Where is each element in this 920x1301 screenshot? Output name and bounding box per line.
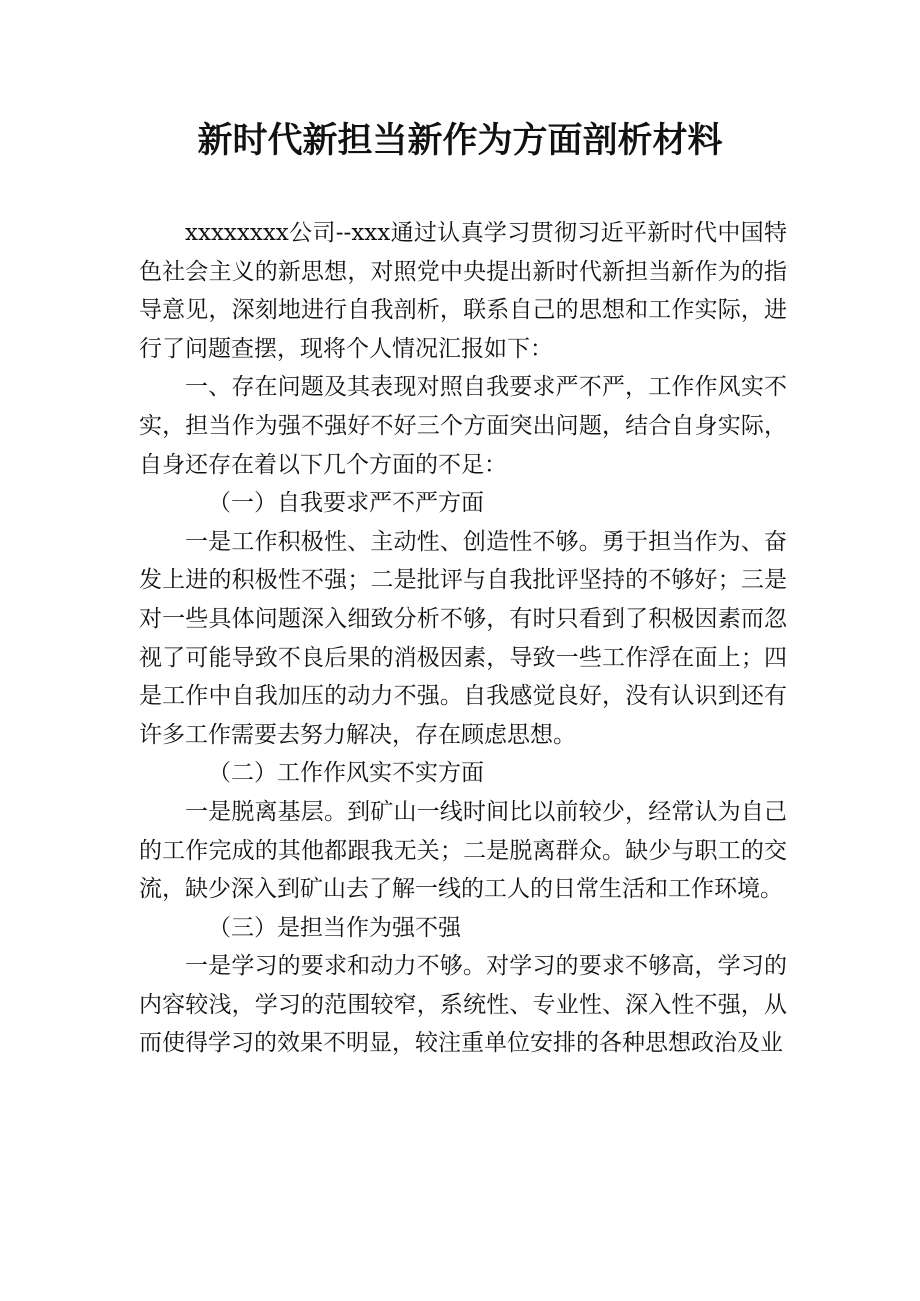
document-title: 新时代新担当新作为方面剖析材料 [197, 121, 723, 161]
paragraph-section-2: 一是脱离基层。到矿山一线时间比以前较少，经常认为自己的工作完成的其他都跟我无关；二是脱离群众。缺少与职工的交流，缺少深入到矿山去了解一线的工人的日常生活和工作环境。 [139, 798, 787, 903]
paragraph-section-1: 一是工作积极性、主动性、创造性不够。勇于担当作为、奋发上进的积极性不强；二是批评与自我批评坚持的不够好；三是对一些具体问题深入细致分析不够，有时只看到了积极因素而忽视了可能导致不良后果的消极因素，导致一些工作浮在面上；四是工作中自我加压的动力不强。自我感觉良好，没有认识到还有许多工作需要去努力解决，存在顾虑思想。 [139, 528, 787, 748]
paragraph-problems-overview: 一、存在问题及其表现对照自我要求严不严，工作作风实不实，担当作为强不强好不好三个方面突出问题，结合自身实际，自身还存在着以下几个方面的不足： [139, 374, 787, 478]
section-heading-2: （二）工作作风实不实方面 [208, 760, 484, 787]
paragraph-intro: xxxxxxxx公司--xxx通过认真学习贯彻习近平新时代中国特色社会主义的新思想，对照党中央提出新时代新担当新作为的指导意见，深刻地进行自我剖析，联系自己的思想和工作实际，进行了问题查摆，现将个人情况汇报如下： [139, 220, 787, 362]
paragraph-section-3: 一是学习的要求和动力不够。对学习的要求不够高，学习的内容较浅，学习的范围较窄，系统性、专业性、深入性不强，从而使得学习的效果不明显，较注重单位安排的各种思想政治及业 [139, 953, 787, 1057]
section-heading-1: （一）自我要求严不严方面 [208, 490, 484, 517]
document-body [139, 214, 787, 1063]
section-heading-3: （三）是担当作为强不强 [208, 914, 461, 941]
